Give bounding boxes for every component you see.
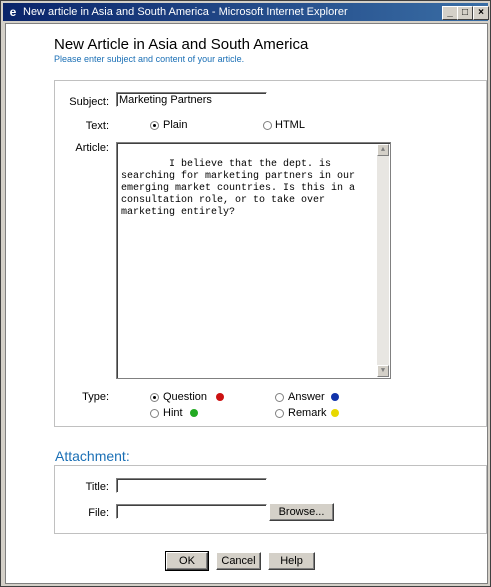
close-button[interactable]: × — [473, 6, 489, 20]
scroll-up-icon[interactable]: ▲ — [377, 144, 389, 156]
help-button[interactable]: Help — [268, 552, 315, 570]
type-question-label: Question — [163, 391, 208, 403]
text-html-radio[interactable] — [263, 121, 272, 130]
attachment-panel — [54, 465, 487, 534]
title-bar[interactable] — [3, 3, 488, 21]
answer-icon — [331, 393, 339, 401]
type-label: Type: — [82, 391, 109, 403]
attachment-heading: Attachment: — [55, 448, 130, 464]
article-text: I believe that the dept. is searching for marketing partners in our emerging market countries. Is this in a consultation role, or to take over marketing entirely? — [121, 159, 362, 218]
type-question-radio[interactable] — [150, 393, 159, 402]
page-content — [5, 23, 488, 584]
attachment-title-input[interactable] — [116, 478, 267, 493]
page-title: New Article in Asia and South America — [54, 36, 309, 53]
page-subtitle: Please enter subject and content of your article. — [54, 54, 245, 64]
type-hint-label: Hint — [163, 407, 183, 419]
type-remark-label: Remark — [288, 407, 327, 419]
attachment-title-label: Title: — [85, 481, 109, 493]
maximize-button[interactable]: □ — [457, 6, 473, 20]
article-scrollbar[interactable] — [377, 144, 389, 377]
subject-input[interactable]: Marketing Partners — [116, 92, 267, 107]
window-title: New article in Asia and South America - Microsoft Internet Explorer — [23, 6, 348, 18]
type-answer-radio[interactable] — [275, 393, 284, 402]
attachment-file-label: File: — [88, 507, 109, 519]
ok-button[interactable]: OK — [166, 552, 208, 570]
ie-icon: e — [9, 5, 17, 19]
cancel-button[interactable]: Cancel — [216, 552, 261, 570]
article-textarea[interactable] — [116, 142, 391, 379]
minimize-button[interactable]: _ — [442, 6, 458, 20]
type-remark-radio[interactable] — [275, 409, 284, 418]
attachment-file-input[interactable] — [116, 504, 267, 519]
browse-button[interactable]: Browse... — [269, 503, 334, 521]
subject-label: Subject: — [69, 96, 109, 108]
text-html-label: HTML — [275, 119, 305, 131]
remark-icon — [331, 409, 339, 417]
type-hint-radio[interactable] — [150, 409, 159, 418]
type-answer-label: Answer — [288, 391, 325, 403]
text-plain-label: Plain — [163, 119, 188, 131]
hint-icon — [190, 409, 198, 417]
article-panel — [54, 80, 487, 427]
scroll-down-icon[interactable]: ▼ — [377, 365, 389, 377]
text-plain-radio[interactable] — [150, 121, 159, 130]
article-label: Article: — [75, 142, 109, 154]
question-icon — [216, 393, 224, 401]
text-label: Text: — [85, 120, 109, 132]
